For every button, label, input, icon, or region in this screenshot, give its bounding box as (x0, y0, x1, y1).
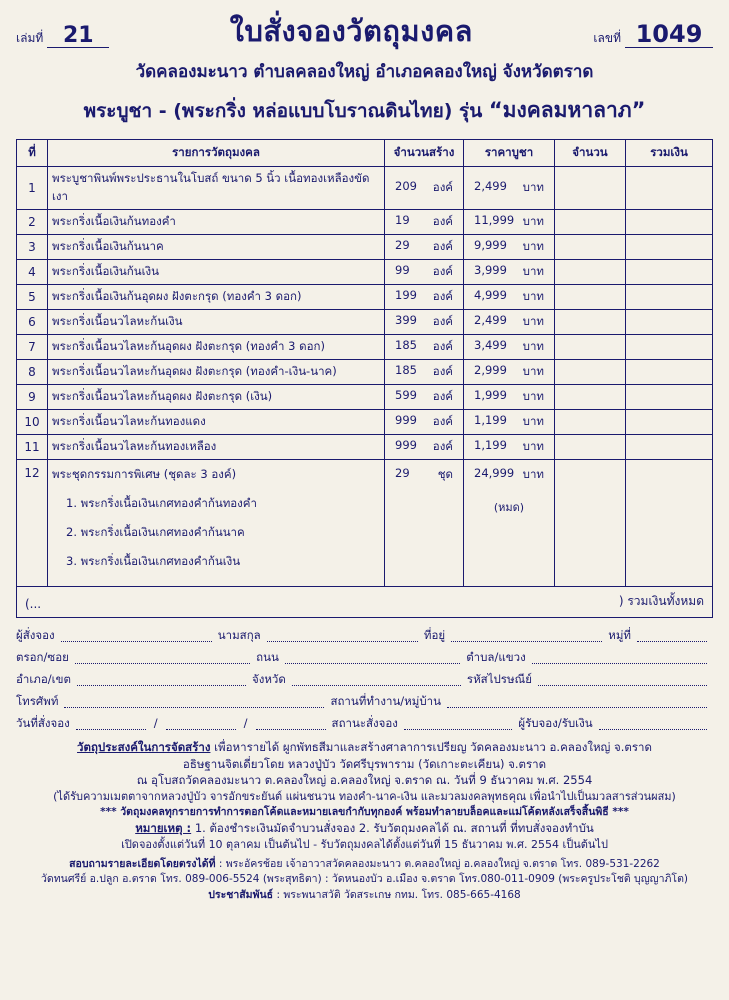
price-number: 2,999 (474, 362, 507, 377)
grand-total-open: (... (25, 596, 42, 611)
qty-unit: องค์ (432, 438, 453, 453)
table-row (17, 166, 713, 209)
table-row (17, 259, 713, 284)
set-title: พระชุดกรรมการพิเศษ (ชุดละ 3 องค์) (52, 466, 237, 481)
qty-unit: ชุด (437, 466, 453, 481)
cell-total[interactable] (626, 334, 713, 359)
cell-desc: พระกริ่งเนื้อเงินก้นทองคำ (48, 209, 385, 234)
cell-qty (385, 359, 464, 384)
price-currency: บาท (522, 263, 544, 278)
cell-amount[interactable] (555, 309, 626, 334)
cell-no: 1 (17, 166, 48, 209)
cell-desc: พระกริ่งเนื้อนวไลหะก้นทองแดง (48, 409, 385, 434)
items-table-head (17, 139, 713, 166)
cell-total[interactable] (626, 434, 713, 459)
qty-number: 29 (395, 237, 410, 252)
input-postcode[interactable] (538, 673, 707, 686)
col-no: ที่ (17, 139, 48, 166)
label-surname: นามสกุล (217, 628, 261, 643)
contact-block (16, 857, 713, 904)
input-orderer[interactable] (61, 629, 212, 642)
note-label: หมายเหตุ : (135, 821, 192, 836)
qty-unit: องค์ (432, 179, 453, 194)
price-number: 2,499 (474, 312, 507, 327)
cell-qty (385, 409, 464, 434)
doc-number-field (593, 19, 713, 48)
label-postcode: รหัสไปรษณีย์ (466, 672, 532, 687)
table-row (17, 384, 713, 409)
input-soi[interactable] (75, 651, 250, 664)
contact-line-3 (16, 888, 713, 904)
input-province[interactable] (292, 673, 461, 686)
cell-qty (385, 334, 464, 359)
cell-desc: พระกริ่งเนื้อนวไลหะก้นอุดผง ฝังตะกรุด (ทองคำ 3 ดอก) (48, 334, 385, 359)
cell-amount[interactable] (555, 384, 626, 409)
temple-line: วัดคลองมะนาว ตำบลคลองใหญ่ อำเภอคลองใหญ่ จังหวัดตราด (135, 61, 594, 82)
cell-total[interactable] (626, 209, 713, 234)
cell-desc: พระกริ่งเนื้อนวไลหะก้นอุดผง ฝังตะกรุด (ทองคำ-เงิน-นาค) (48, 359, 385, 384)
cell-price (464, 234, 555, 259)
input-order-year[interactable] (256, 717, 326, 730)
book-number-field (16, 24, 109, 48)
cell-price (464, 409, 555, 434)
label-workplace: สถานที่ทำงาน/หมู่บ้าน (330, 694, 441, 709)
price-number: 3,499 (474, 337, 507, 352)
qty-unit: องค์ (432, 238, 453, 253)
subject-prefix: พระบูชา - (พระกริ่ง หล่อแบบโบราณดินไทย) รุ่น (83, 99, 483, 122)
col-amount: จำนวน (555, 139, 626, 166)
cell-total[interactable] (626, 166, 713, 209)
price-number: 9,999 (474, 237, 507, 252)
qty-number: 399 (395, 312, 417, 327)
cell-price (464, 309, 555, 334)
qty-unit: องค์ (432, 313, 453, 328)
cell-amount[interactable] (555, 334, 626, 359)
table-row (17, 284, 713, 309)
cell-price (464, 459, 555, 586)
field-row-5 (16, 717, 713, 730)
table-row (17, 309, 713, 334)
cell-total[interactable] (626, 459, 713, 586)
table-row (17, 409, 713, 434)
cell-desc-set (48, 459, 385, 586)
qty-number: 599 (395, 387, 417, 402)
contact-line-2-rest: : วัดหนองบัว อ.เมือง จ.ตราด โทร.080-011-0909 (พระครูประโชติ บุญญาภิโต) (325, 873, 688, 886)
input-subdistrict[interactable] (532, 651, 707, 664)
qty-unit: องค์ (432, 363, 453, 378)
cell-amount[interactable] (555, 209, 626, 234)
note-text: 1. ต้องชำระเงินมัดจำบวนสั่งจอง 2. รับวัตถุมงคลได้ ณ. สถานที่ ที่ทบสั่งจองทำบัน (194, 821, 594, 836)
grand-total-label: ) รวมเงินทั้งหมด (618, 593, 704, 608)
label-moo: หมู่ที่ (608, 628, 631, 643)
col-price: ราคาบูชา (464, 139, 555, 166)
subject-quoted: “มงคลมหาลาภ” (488, 97, 646, 122)
label-soi: ตรอก/ซอย (16, 650, 69, 665)
contact-head: สอบถามรายละเอียดโดยตรงได้ที่ (69, 857, 216, 870)
cell-amount[interactable] (555, 234, 626, 259)
cell-amount[interactable] (555, 409, 626, 434)
col-desc: รายการวัตถุมงคล (48, 139, 385, 166)
table-row (17, 434, 713, 459)
label-orderer: ผู้สั่งจอง (16, 628, 55, 643)
footer-line-3: ณ อุโบสถวัดคลองมะนาว ต.คลองใหญ่ อ.คลองใหญ่ จ.ตราด ณ. วันที่ 9 ธันวาคม พ.ศ. 2554 (136, 773, 593, 788)
qty-number: 999 (395, 412, 417, 427)
cell-no: 5 (17, 284, 48, 309)
footer-notes (16, 739, 713, 853)
field-row-2 (16, 651, 713, 664)
table-row (17, 209, 713, 234)
subject-line (16, 94, 713, 127)
cell-no: 4 (17, 259, 48, 284)
cell-no: 9 (17, 384, 48, 409)
cell-amount[interactable] (555, 434, 626, 459)
field-row-1 (16, 629, 713, 642)
input-moo[interactable] (637, 629, 707, 642)
cell-desc: พระกริ่งเนื้อนวไลหะก้นทองเหลือง (48, 434, 385, 459)
cell-price (464, 209, 555, 234)
items-table-body (17, 166, 713, 586)
price-number: 11,999 (474, 212, 515, 227)
col-qty: จำนวนสร้าง (385, 139, 464, 166)
contact-line-3-rest: : พระพนาสวัติ วัดสระเกษ กทม. โทร. 085-665-4168 (276, 889, 521, 902)
label-district: อำเภอ/เขต (16, 672, 71, 687)
input-district[interactable] (77, 673, 246, 686)
cell-no: 10 (17, 409, 48, 434)
cell-price (464, 259, 555, 284)
qty-number: 999 (395, 437, 417, 452)
qty-number: 99 (395, 262, 410, 277)
purpose-text: เพื่อหารายได้ ผูกพัทธสีมาและสร้างศาลาการเปรียญ วัดคลองมะนาว อ.คลองใหญ่ จ.ตราด (214, 739, 652, 754)
qty-unit: องค์ (432, 263, 453, 278)
cell-price (464, 434, 555, 459)
sold-out-badge: (หมด) (493, 500, 525, 514)
price-currency: บาท (522, 238, 544, 253)
cell-price (464, 384, 555, 409)
cell-qty (385, 309, 464, 334)
date-slash-2: / (243, 716, 248, 731)
input-workplace[interactable] (447, 695, 707, 708)
cell-qty (385, 209, 464, 234)
qty-unit: องค์ (432, 213, 453, 228)
cell-desc: พระบูชาพินพ์พระประธานในโบสถ์ ขนาด 5 นิ้ว เนื้อทองเหลืองขัดเงา (48, 166, 385, 209)
price-currency: บาท (522, 213, 544, 228)
cell-no: 11 (17, 434, 48, 459)
cell-desc: พระกริ่งเนื้อเงินก้นเงิน (48, 259, 385, 284)
footer-note-line-2: เปิดจองตั้งแต่วันที่ 10 ตุลาคม เป็นต้นไป - รับวัตถุมงคลได้ตั้งแต่วันที่ 15 ธันวาคม พ.ศ. 2554 เป็นต้นไป (121, 837, 608, 851)
price-currency: บาท (522, 338, 544, 353)
cell-qty (385, 234, 464, 259)
price-currency: บาท (522, 466, 544, 481)
qty-number: 185 (395, 337, 417, 352)
price-number: 1,199 (474, 437, 507, 452)
qty-number: 19 (395, 212, 410, 227)
set-item: 3. พระกริ่งเนื้อเงินเกศทองคำก้นเงิน (66, 553, 241, 568)
cell-amount[interactable] (555, 259, 626, 284)
cell-qty (385, 284, 464, 309)
cell-qty (385, 459, 464, 586)
cell-no: 3 (17, 234, 48, 259)
input-phone[interactable] (64, 695, 324, 708)
cell-total[interactable] (626, 409, 713, 434)
cell-no: 8 (17, 359, 48, 384)
table-row (17, 234, 713, 259)
cell-qty (385, 166, 464, 209)
field-row-3 (16, 673, 713, 686)
cell-total[interactable] (626, 234, 713, 259)
contact-line-2 (16, 872, 713, 888)
field-row-4 (16, 695, 713, 708)
table-header-row (17, 139, 713, 166)
cell-price (464, 334, 555, 359)
input-order-day[interactable] (76, 717, 146, 730)
contact-line-3-label: ประชาสัมพันธ์ (208, 889, 274, 902)
date-slash-1: / (153, 716, 158, 731)
label-phone: โทรศัพท์ (16, 694, 59, 709)
table-row (17, 359, 713, 384)
cell-total[interactable] (626, 359, 713, 384)
price-number: 4,999 (474, 287, 507, 302)
doc-number-label: เลขที่ (593, 30, 621, 45)
label-province: จังหวัด (251, 672, 286, 687)
book-number-value: 21 (47, 24, 109, 48)
cell-no: 12 (17, 459, 48, 586)
cell-desc: พระกริ่งเนื้อเงินก้นอุดผง ฝังตะกรุด (ทองคำ 3 ดอก) (48, 284, 385, 309)
cell-total[interactable] (626, 309, 713, 334)
price-currency: บาท (522, 363, 544, 378)
price-number: 1,199 (474, 412, 507, 427)
cell-desc: พระกริ่งเนื้อนวไลหะก้นเงิน (48, 309, 385, 334)
footer-note-row (16, 820, 713, 837)
price-currency: บาท (522, 438, 544, 453)
set-item: 1. พระกริ่งเนื้อเงินเกศทองคำก้นทองคำ (66, 495, 257, 510)
cell-desc: พระกริ่งเนื้อเงินก้นนาค (48, 234, 385, 259)
cell-total[interactable] (626, 384, 713, 409)
qty-number: 185 (395, 362, 417, 377)
header-top-row (16, 16, 713, 48)
contact-line-2-label: วัดทนศรีย์ อ.ปลูก อ.ตราด โทร. 089-006-5524 (พระสุทธิตา) (41, 873, 322, 886)
set-item-list (66, 495, 380, 571)
price-number: 1,999 (474, 387, 507, 402)
cell-desc: พระกริ่งเนื้อนวไลหะก้นอุดผง ฝังตะกรุด (เงิน) (48, 384, 385, 409)
grand-total-row (16, 587, 713, 618)
label-order-date: วันที่สั่งจอง (16, 716, 70, 731)
price-currency: บาท (522, 288, 544, 303)
cell-no: 6 (17, 309, 48, 334)
input-order-status[interactable] (404, 717, 512, 730)
price-currency: บาท (522, 388, 544, 403)
purpose-label: วัตถุประสงค์ในการจัดสร้าง (77, 739, 211, 754)
price-number: 24,999 (474, 465, 515, 480)
table-row-set (17, 459, 713, 586)
cell-amount[interactable] (555, 166, 626, 209)
qty-number: 209 (395, 178, 417, 193)
label-order-status: สถานะสั่งจอง (331, 716, 398, 731)
input-surname[interactable] (267, 629, 418, 642)
qty-number: 29 (395, 465, 410, 480)
cell-amount[interactable] (555, 459, 626, 586)
qty-unit: องค์ (432, 288, 453, 303)
cell-amount[interactable] (555, 359, 626, 384)
customer-fields (16, 629, 713, 730)
cell-price (464, 166, 555, 209)
input-order-month[interactable] (166, 717, 236, 730)
page-title: ใบสั่งจองวัตถุมงคล (229, 14, 473, 48)
contact-line-1-rest: : พระอัครช้อย เจ้าอาวาสวัดคลองมะนาว ต.คลองใหญ่ อ.คลองใหญ่ จ.ตราด โทร. 089-531-2262 (218, 857, 660, 870)
contact-line-1 (16, 857, 713, 873)
label-road: ถนน (256, 650, 279, 665)
cell-qty (385, 384, 464, 409)
cell-qty (385, 259, 464, 284)
cell-price (464, 359, 555, 384)
label-subdistrict: ตำบล/แขวง (466, 650, 526, 665)
book-number-label: เล่มที่ (16, 30, 44, 45)
price-currency: บาท (522, 413, 544, 428)
cell-qty (385, 434, 464, 459)
items-table (16, 139, 713, 587)
table-row (17, 334, 713, 359)
doc-number-value: 1049 (625, 22, 713, 48)
col-total: รวมเงิน (626, 139, 713, 166)
price-number: 3,999 (474, 262, 507, 277)
cell-total[interactable] (626, 259, 713, 284)
price-currency: บาท (522, 179, 544, 194)
footer-line-5: *** วัตถุมงคลทุกรายการทำการตอกโค้ดและหมายเลขกำกับทุกองค์ พร้อมทำลายบล็อคและแม่โค้ดหลังเสร็จสิ้นพิธี *** (100, 805, 629, 818)
price-number: 2,499 (474, 178, 507, 193)
cell-no: 2 (17, 209, 48, 234)
qty-unit: องค์ (432, 338, 453, 353)
label-address: ที่อยู่ (423, 628, 446, 643)
price-currency: บาท (522, 313, 544, 328)
cell-amount[interactable] (555, 284, 626, 309)
label-receiver: ผู้รับจอง/รับเงิน (518, 716, 593, 731)
input-road[interactable] (285, 651, 460, 664)
purpose-line (16, 739, 713, 756)
qty-unit: องค์ (432, 413, 453, 428)
cell-no: 7 (17, 334, 48, 359)
input-address[interactable] (451, 629, 602, 642)
qty-unit: องค์ (432, 388, 453, 403)
set-item: 2. พระกริ่งเนื้อเงินเกศทองคำก้นนาค (66, 524, 245, 539)
qty-number: 199 (395, 287, 417, 302)
footer-line-4: (ได้รับความเมตตาจากหลวงปู่บัว จารอักขระยันต์ แผ่นชนวน ทองคำ-นาค-เงิน และมวลมงคลพุทธคุณ เพื่อนำไปเป็นมวลสารส่วนผสม) (53, 789, 676, 803)
input-receiver[interactable] (599, 717, 707, 730)
cell-total[interactable] (626, 284, 713, 309)
footer-line-2: อธิษฐานจิตเดี่ยวโดย หลวงปู่บัว วัดศรีบุรพาราม (วัดเกาะตะเคียน) จ.ตราด (182, 756, 547, 771)
cell-price (464, 284, 555, 309)
